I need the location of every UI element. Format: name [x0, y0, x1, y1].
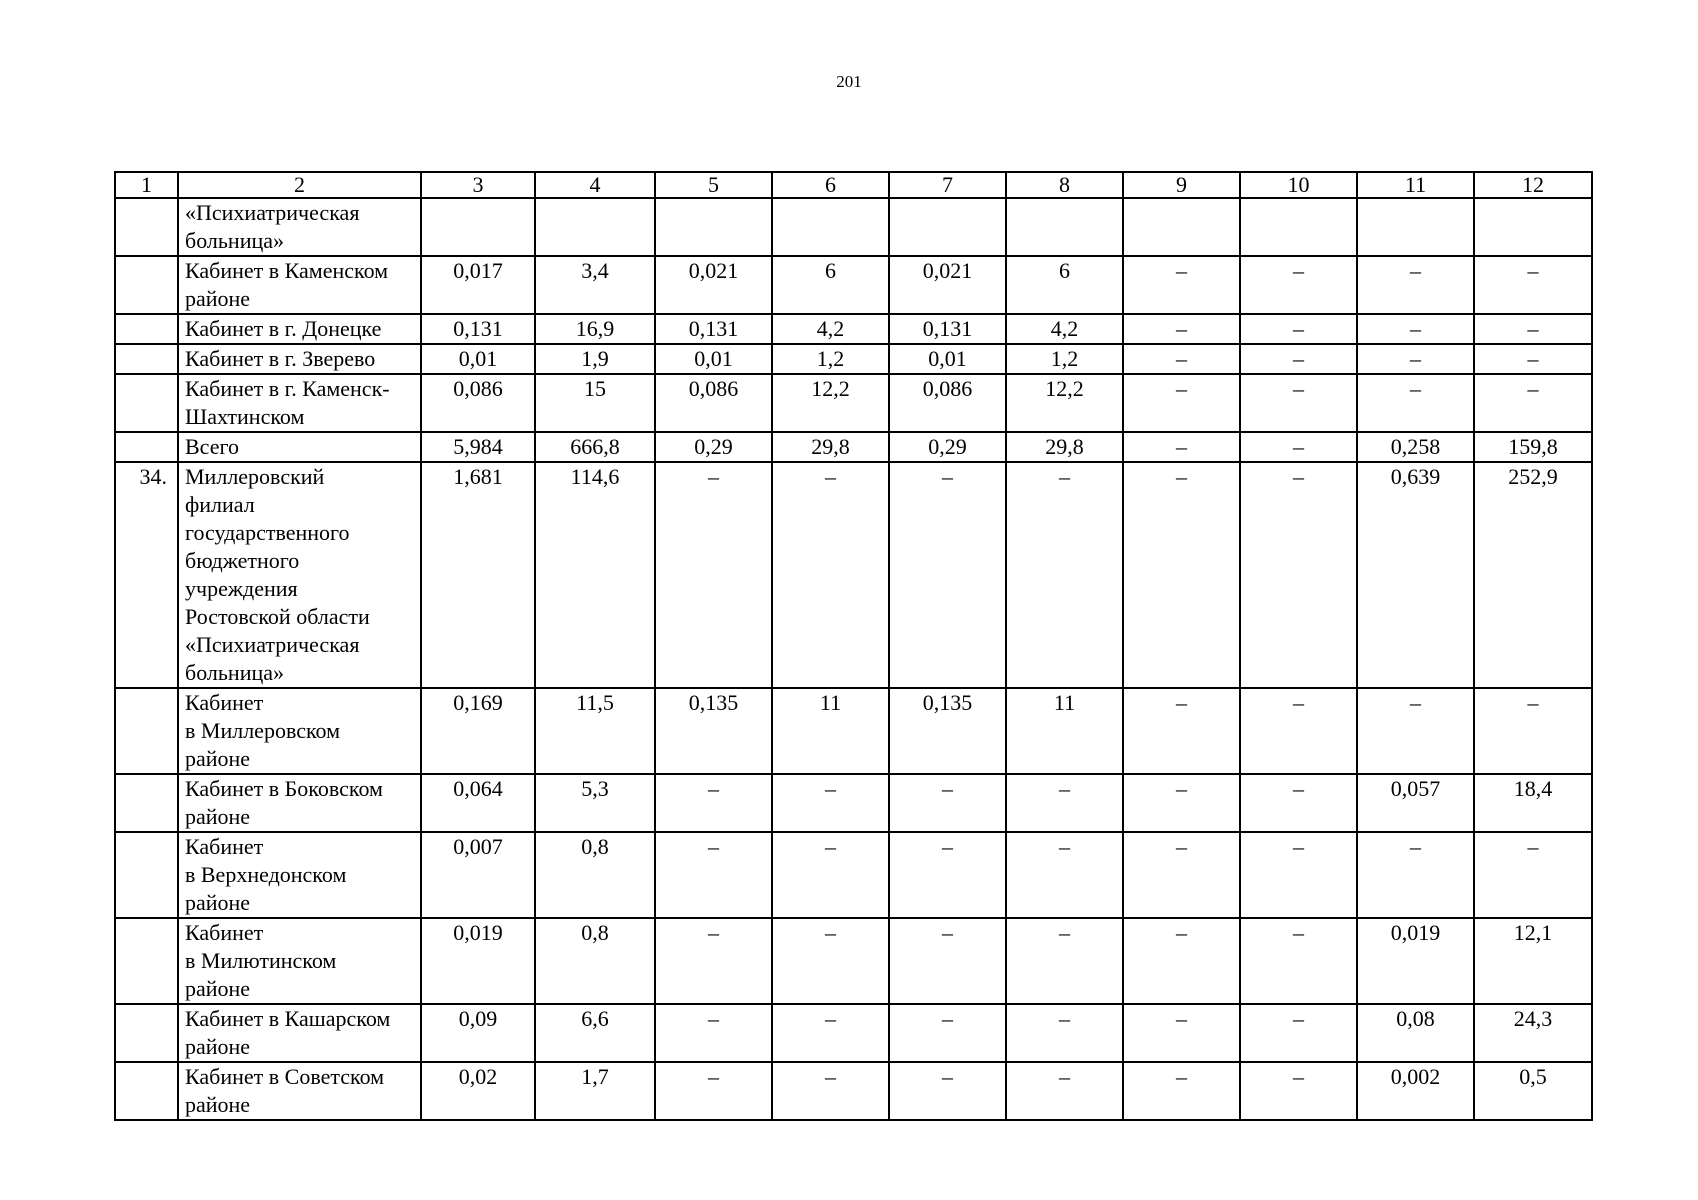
- table-row: [115, 256, 1592, 314]
- value-cell-col-5: –: [655, 1004, 772, 1062]
- value-cell-col-8: –: [1006, 832, 1123, 918]
- value-cell-col-5: –: [655, 774, 772, 832]
- column-header: 5: [655, 172, 772, 198]
- column-header: 1: [115, 172, 178, 198]
- value-cell-col-10: –: [1240, 774, 1357, 832]
- value-cell-col-4: 0,8: [535, 832, 655, 918]
- column-header: 9: [1123, 172, 1240, 198]
- institution-name-cell: Кабинет в Верхнедонском районе: [178, 832, 421, 918]
- page-number: 201: [836, 72, 862, 91]
- value-cell-col-5: 0,135: [655, 688, 772, 774]
- value-cell-col-12: –: [1474, 256, 1592, 314]
- value-cell-col-9: –: [1123, 344, 1240, 374]
- value-cell-col-5: 0,29: [655, 432, 772, 462]
- value-cell-col-4: 5,3: [535, 774, 655, 832]
- column-header: 4: [535, 172, 655, 198]
- value-cell-col-10: –: [1240, 462, 1357, 688]
- value-cell-col-11: [1357, 198, 1474, 256]
- value-cell-col-3: 0,02: [421, 1062, 535, 1120]
- value-cell-col-6: –: [772, 1062, 889, 1120]
- value-cell-col-3: 0,086: [421, 374, 535, 432]
- table-row: [115, 314, 1592, 344]
- value-cell-col-11: 0,639: [1357, 462, 1474, 688]
- value-cell-col-9: –: [1123, 774, 1240, 832]
- table-row: [115, 918, 1592, 1004]
- value-cell-col-8: 11: [1006, 688, 1123, 774]
- column-header: 8: [1006, 172, 1123, 198]
- value-cell-col-11: –: [1357, 374, 1474, 432]
- value-cell-col-3: 5,984: [421, 432, 535, 462]
- value-cell-col-6: 4,2: [772, 314, 889, 344]
- value-cell-col-9: –: [1123, 832, 1240, 918]
- value-cell-col-10: –: [1240, 256, 1357, 314]
- value-cell-col-11: –: [1357, 256, 1474, 314]
- value-cell-col-11: –: [1357, 344, 1474, 374]
- institution-name-cell: Кабинет в Боковском районе: [178, 774, 421, 832]
- value-cell-col-6: [772, 198, 889, 256]
- column-header: 7: [889, 172, 1006, 198]
- value-cell-col-6: 29,8: [772, 432, 889, 462]
- row-number-cell: [115, 918, 178, 1004]
- column-header: 3: [421, 172, 535, 198]
- value-cell-col-7: –: [889, 1004, 1006, 1062]
- value-cell-col-7: –: [889, 774, 1006, 832]
- institution-name-cell: Кабинет в Милютинском районе: [178, 918, 421, 1004]
- value-cell-col-12: 0,5: [1474, 1062, 1592, 1120]
- row-number-cell: [115, 774, 178, 832]
- value-cell-col-8: –: [1006, 1004, 1123, 1062]
- institution-name-cell: Кабинет в Кашарском районе: [178, 1004, 421, 1062]
- value-cell-col-12: –: [1474, 314, 1592, 344]
- value-cell-col-5: –: [655, 1062, 772, 1120]
- value-cell-col-6: –: [772, 832, 889, 918]
- value-cell-col-12: 24,3: [1474, 1004, 1592, 1062]
- value-cell-col-6: 1,2: [772, 344, 889, 374]
- institution-name-cell: Кабинет в г. Зверево: [178, 344, 421, 374]
- value-cell-col-11: 0,019: [1357, 918, 1474, 1004]
- column-header: 2: [178, 172, 421, 198]
- row-number-cell: [115, 256, 178, 314]
- value-cell-col-4: 6,6: [535, 1004, 655, 1062]
- row-number-cell: [115, 344, 178, 374]
- value-cell-col-11: 0,002: [1357, 1062, 1474, 1120]
- column-header-row: [115, 172, 1592, 198]
- column-header: 6: [772, 172, 889, 198]
- value-cell-col-4: 11,5: [535, 688, 655, 774]
- value-cell-col-6: –: [772, 918, 889, 1004]
- value-cell-col-4: 1,7: [535, 1062, 655, 1120]
- value-cell-col-7: –: [889, 918, 1006, 1004]
- value-cell-col-3: 0,09: [421, 1004, 535, 1062]
- institution-name-cell: Кабинет в Каменском районе: [178, 256, 421, 314]
- row-number-cell: 34.: [115, 462, 178, 688]
- value-cell-col-7: 0,29: [889, 432, 1006, 462]
- value-cell-col-12: –: [1474, 374, 1592, 432]
- value-cell-col-11: –: [1357, 832, 1474, 918]
- value-cell-col-10: –: [1240, 1004, 1357, 1062]
- value-cell-col-5: –: [655, 462, 772, 688]
- value-cell-col-11: 0,08: [1357, 1004, 1474, 1062]
- institution-name-cell: «Психиатрическая больница»: [178, 198, 421, 256]
- table-row: [115, 374, 1592, 432]
- value-cell-col-3: [421, 198, 535, 256]
- value-cell-col-12: 159,8: [1474, 432, 1592, 462]
- value-cell-col-12: –: [1474, 688, 1592, 774]
- value-cell-col-9: –: [1123, 918, 1240, 1004]
- value-cell-col-10: [1240, 198, 1357, 256]
- value-cell-col-3: 0,169: [421, 688, 535, 774]
- value-cell-col-4: 16,9: [535, 314, 655, 344]
- value-cell-col-4: 114,6: [535, 462, 655, 688]
- row-number-cell: [115, 1004, 178, 1062]
- column-header: 11: [1357, 172, 1474, 198]
- value-cell-col-8: 1,2: [1006, 344, 1123, 374]
- value-cell-col-7: [889, 198, 1006, 256]
- row-number-cell: [115, 1062, 178, 1120]
- value-cell-col-5: [655, 198, 772, 256]
- value-cell-col-9: –: [1123, 688, 1240, 774]
- value-cell-col-6: 6: [772, 256, 889, 314]
- value-cell-col-5: –: [655, 918, 772, 1004]
- value-cell-col-10: –: [1240, 1062, 1357, 1120]
- value-cell-col-11: 0,057: [1357, 774, 1474, 832]
- value-cell-col-8: 29,8: [1006, 432, 1123, 462]
- value-cell-col-3: 0,064: [421, 774, 535, 832]
- row-number-cell: [115, 198, 178, 256]
- table-row: [115, 432, 1592, 462]
- value-cell-col-12: –: [1474, 344, 1592, 374]
- value-cell-col-9: –: [1123, 374, 1240, 432]
- table-row: [115, 774, 1592, 832]
- value-cell-col-12: 18,4: [1474, 774, 1592, 832]
- value-cell-col-7: 0,086: [889, 374, 1006, 432]
- column-header: 10: [1240, 172, 1357, 198]
- value-cell-col-8: –: [1006, 774, 1123, 832]
- value-cell-col-8: –: [1006, 918, 1123, 1004]
- value-cell-col-10: –: [1240, 688, 1357, 774]
- table-row: [115, 1004, 1592, 1062]
- value-cell-col-7: 0,131: [889, 314, 1006, 344]
- row-number-cell: [115, 314, 178, 344]
- institution-name-cell: Кабинет в Советском районе: [178, 1062, 421, 1120]
- value-cell-col-3: 0,017: [421, 256, 535, 314]
- value-cell-col-4: 0,8: [535, 918, 655, 1004]
- value-cell-col-10: –: [1240, 432, 1357, 462]
- value-cell-col-6: –: [772, 774, 889, 832]
- value-cell-col-4: 3,4: [535, 256, 655, 314]
- value-cell-col-11: –: [1357, 688, 1474, 774]
- institution-name-cell: Миллеровский филиал государственного бюджетного учреждения Ростовской области «Психиатрическая больница»: [178, 462, 421, 688]
- institution-name-cell: Кабинет в г. Каменск- Шахтинском: [178, 374, 421, 432]
- value-cell-col-7: 0,01: [889, 344, 1006, 374]
- value-cell-col-3: 0,007: [421, 832, 535, 918]
- value-cell-col-9: –: [1123, 462, 1240, 688]
- data-table: [114, 171, 1593, 1121]
- value-cell-col-8: –: [1006, 462, 1123, 688]
- value-cell-col-5: 0,086: [655, 374, 772, 432]
- value-cell-col-12: –: [1474, 832, 1592, 918]
- value-cell-col-7: 0,135: [889, 688, 1006, 774]
- value-cell-col-11: 0,258: [1357, 432, 1474, 462]
- value-cell-col-9: [1123, 198, 1240, 256]
- value-cell-col-5: 0,01: [655, 344, 772, 374]
- value-cell-col-6: –: [772, 462, 889, 688]
- value-cell-col-9: –: [1123, 1004, 1240, 1062]
- value-cell-col-3: 0,01: [421, 344, 535, 374]
- value-cell-col-5: 0,021: [655, 256, 772, 314]
- value-cell-col-9: –: [1123, 432, 1240, 462]
- row-number-cell: [115, 832, 178, 918]
- value-cell-col-4: 15: [535, 374, 655, 432]
- value-cell-col-4: 666,8: [535, 432, 655, 462]
- value-cell-col-9: –: [1123, 314, 1240, 344]
- value-cell-col-6: –: [772, 1004, 889, 1062]
- value-cell-col-3: 0,019: [421, 918, 535, 1004]
- value-cell-col-10: –: [1240, 832, 1357, 918]
- row-number-cell: [115, 374, 178, 432]
- value-cell-col-11: –: [1357, 314, 1474, 344]
- value-cell-col-8: [1006, 198, 1123, 256]
- institution-name-cell: Всего: [178, 432, 421, 462]
- value-cell-col-8: 6: [1006, 256, 1123, 314]
- value-cell-col-3: 0,131: [421, 314, 535, 344]
- value-cell-col-9: –: [1123, 256, 1240, 314]
- value-cell-col-5: –: [655, 832, 772, 918]
- value-cell-col-7: –: [889, 462, 1006, 688]
- table-row: [115, 462, 1592, 688]
- row-number-cell: [115, 432, 178, 462]
- value-cell-col-12: [1474, 198, 1592, 256]
- value-cell-col-10: –: [1240, 314, 1357, 344]
- row-number-cell: [115, 688, 178, 774]
- institution-name-cell: Кабинет в Миллеровском районе: [178, 688, 421, 774]
- value-cell-col-6: 12,2: [772, 374, 889, 432]
- value-cell-col-7: –: [889, 1062, 1006, 1120]
- value-cell-col-3: 1,681: [421, 462, 535, 688]
- value-cell-col-6: 11: [772, 688, 889, 774]
- value-cell-col-8: –: [1006, 1062, 1123, 1120]
- value-cell-col-7: 0,021: [889, 256, 1006, 314]
- table-row: [115, 344, 1592, 374]
- value-cell-col-10: –: [1240, 344, 1357, 374]
- value-cell-col-5: 0,131: [655, 314, 772, 344]
- table-row: [115, 832, 1592, 918]
- value-cell-col-8: 12,2: [1006, 374, 1123, 432]
- value-cell-col-10: –: [1240, 374, 1357, 432]
- value-cell-col-4: [535, 198, 655, 256]
- column-header: 12: [1474, 172, 1592, 198]
- value-cell-col-12: 12,1: [1474, 918, 1592, 1004]
- value-cell-col-4: 1,9: [535, 344, 655, 374]
- value-cell-col-8: 4,2: [1006, 314, 1123, 344]
- table-row: [115, 688, 1592, 774]
- value-cell-col-12: 252,9: [1474, 462, 1592, 688]
- table-row: [115, 1062, 1592, 1120]
- value-cell-col-7: –: [889, 832, 1006, 918]
- value-cell-col-10: –: [1240, 918, 1357, 1004]
- institution-name-cell: Кабинет в г. Донецке: [178, 314, 421, 344]
- value-cell-col-9: –: [1123, 1062, 1240, 1120]
- table-row: [115, 198, 1592, 256]
